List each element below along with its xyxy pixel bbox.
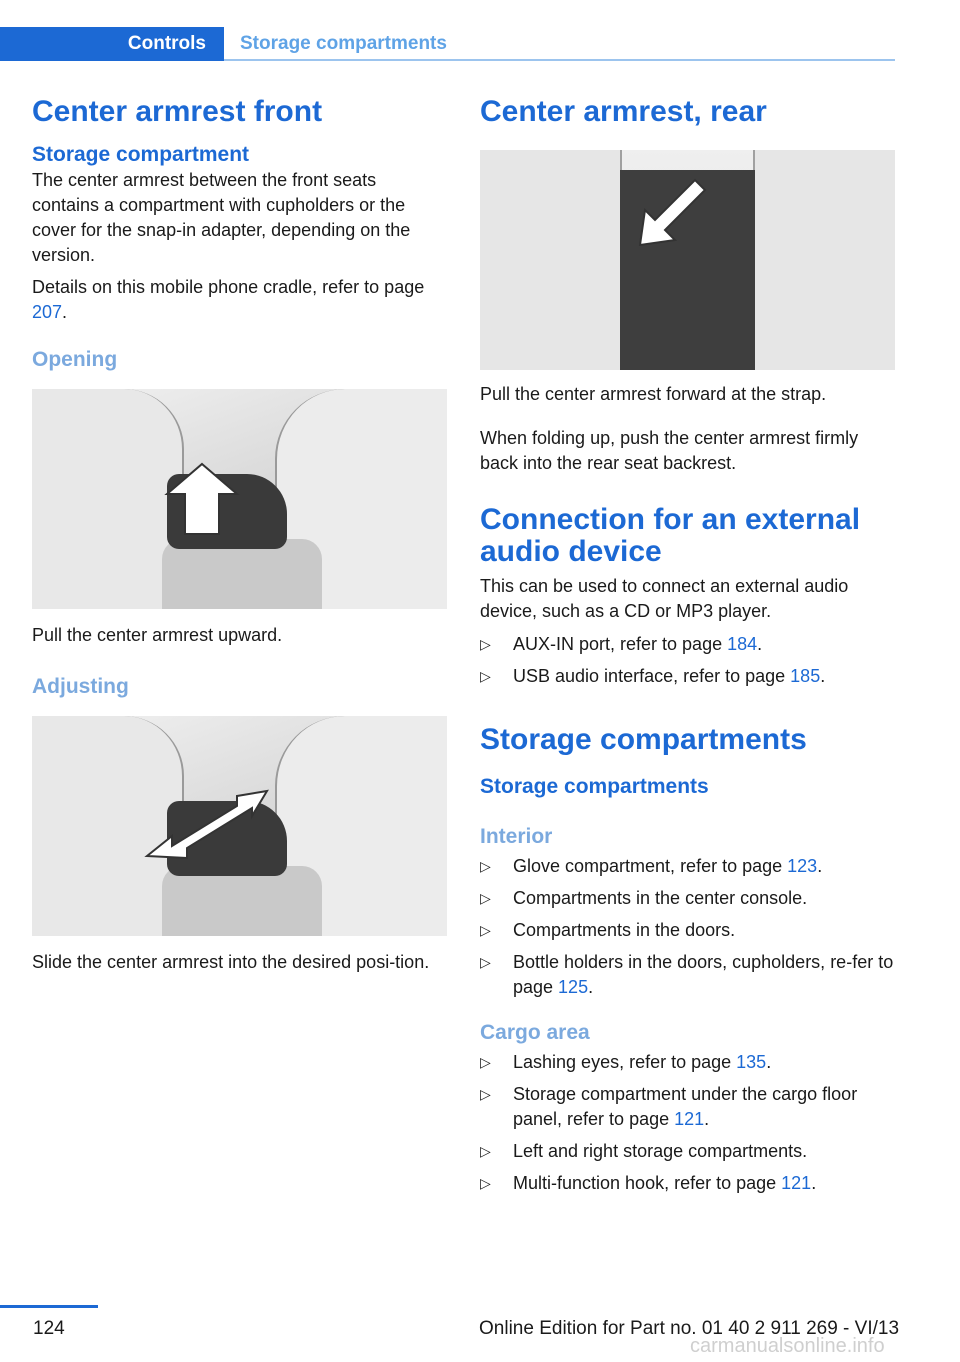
page-link[interactable]: 123 (787, 856, 818, 876)
list-item (480, 950, 895, 1000)
watermark: carmanualsonline.info (690, 1335, 885, 1357)
audio-description: This can be used to connect an external audio device, such as a CD or MP3 player. (480, 576, 849, 621)
cradle-text: Details on this mobile phone cradle, refer to page (32, 277, 425, 297)
right-column (480, 96, 895, 1196)
list-item-text: Multi-function hook, refer to page (513, 1173, 782, 1193)
punctuation: . (704, 1109, 710, 1129)
storage-description: The center armrest between the front seats contains a compartment with cupholders or the cover for the snap-in adapter, depending on the version. (32, 170, 411, 265)
list-item (480, 1050, 895, 1075)
triangle-right-icon: ▷ (480, 890, 491, 906)
page-link[interactable]: 185 (790, 666, 821, 686)
list-item-text: Storage compartment under the cargo floor panel, refer to page (513, 1084, 858, 1129)
center-console (162, 866, 322, 936)
center-armrest-rear-title: Center armrest, rear (480, 95, 767, 128)
storage-compartments-title: Storage compartments (480, 723, 807, 756)
list-item-text: Left and right storage compartments. (513, 1141, 808, 1161)
page-link[interactable]: 121 (674, 1109, 705, 1129)
adjusting-illustration (32, 716, 447, 936)
adjusting-caption: Slide the center armrest into the desired posi‐tion. (32, 952, 430, 972)
triangle-right-icon: ▷ (480, 636, 491, 652)
left-column (32, 96, 447, 975)
double-arrow-icon (142, 776, 272, 866)
list-item-text: Bottle holders in the doors, cupholders, re‐fer to page (513, 952, 894, 997)
triangle-right-icon: ▷ (480, 1143, 491, 1159)
punctuation: . (757, 634, 763, 654)
page-link[interactable]: 135 (736, 1052, 767, 1072)
interior-heading: Interior (480, 825, 553, 848)
triangle-right-icon: ▷ (480, 1086, 491, 1102)
cargo-area-heading: Cargo area (480, 1021, 590, 1044)
opening-heading: Opening (32, 348, 118, 371)
triangle-right-icon: ▷ (480, 1175, 491, 1191)
list-item (480, 632, 895, 657)
header-divider (224, 59, 895, 61)
rear-caption-fold: When folding up, push the center armrest firmly back into the rear seat backrest. (480, 428, 859, 473)
page-link[interactable]: 125 (558, 977, 589, 997)
arrow-down-left-icon (635, 170, 715, 250)
punctuation: . (588, 977, 594, 997)
list-item (480, 1139, 895, 1164)
list-item-text: Compartments in the doors. (513, 920, 736, 940)
triangle-right-icon: ▷ (480, 922, 491, 938)
page-link[interactable]: 121 (781, 1173, 812, 1193)
edition-info: Online Edition for Part no. 01 40 2 911 269 - VI/13 (479, 1318, 900, 1339)
footer-divider (0, 1305, 98, 1308)
arrow-up-icon (157, 459, 247, 539)
list-item-text: Lashing eyes, refer to page (513, 1052, 737, 1072)
audio-connection-title: Connection for an external audio device (480, 503, 861, 568)
punctuation: . (766, 1052, 772, 1072)
triangle-right-icon: ▷ (480, 668, 491, 684)
punctuation: . (811, 1173, 817, 1193)
page-link[interactable]: 184 (727, 634, 758, 654)
storage-compartments-subtitle: Storage compartments (480, 775, 709, 798)
center-console (162, 539, 322, 609)
storage-compartment-heading: Storage compartment (32, 143, 250, 166)
list-item-text: Glove compartment, refer to page (513, 856, 788, 876)
seat-left (480, 150, 622, 370)
page-link-207[interactable]: 207 (32, 302, 63, 322)
list-item-text: AUX-IN port, refer to page (513, 634, 728, 654)
cradle-reference (32, 275, 447, 325)
punctuation: . (817, 856, 823, 876)
page-number: 124 (33, 1318, 65, 1339)
list-item (480, 1171, 895, 1196)
cargo-list (480, 1050, 895, 1196)
page-header (0, 27, 895, 61)
list-item-text: Compartments in the center console. (513, 888, 808, 908)
list-item (480, 918, 895, 943)
audio-list (480, 632, 895, 689)
list-item (480, 1082, 895, 1132)
opening-caption: Pull the center armrest upward. (32, 625, 283, 645)
opening-illustration (32, 389, 447, 609)
punctuation: . (820, 666, 826, 686)
interior-list (480, 854, 895, 1000)
rear-caption-pull: Pull the center armrest forward at the strap. (480, 384, 827, 404)
list-item (480, 886, 895, 911)
list-item-text: USB audio interface, refer to page (513, 666, 791, 686)
list-item (480, 664, 895, 689)
list-item (480, 854, 895, 879)
center-armrest-front-title: Center armrest front (32, 95, 323, 128)
punctuation: . (62, 302, 68, 322)
triangle-right-icon: ▷ (480, 954, 491, 970)
triangle-right-icon: ▷ (480, 858, 491, 874)
seat-right (753, 150, 895, 370)
adjusting-heading: Adjusting (32, 675, 129, 698)
chapter-tab: Controls (0, 27, 224, 61)
section-title: Storage compartments (240, 33, 447, 54)
triangle-right-icon: ▷ (480, 1054, 491, 1070)
rear-armrest-illustration (480, 150, 895, 370)
